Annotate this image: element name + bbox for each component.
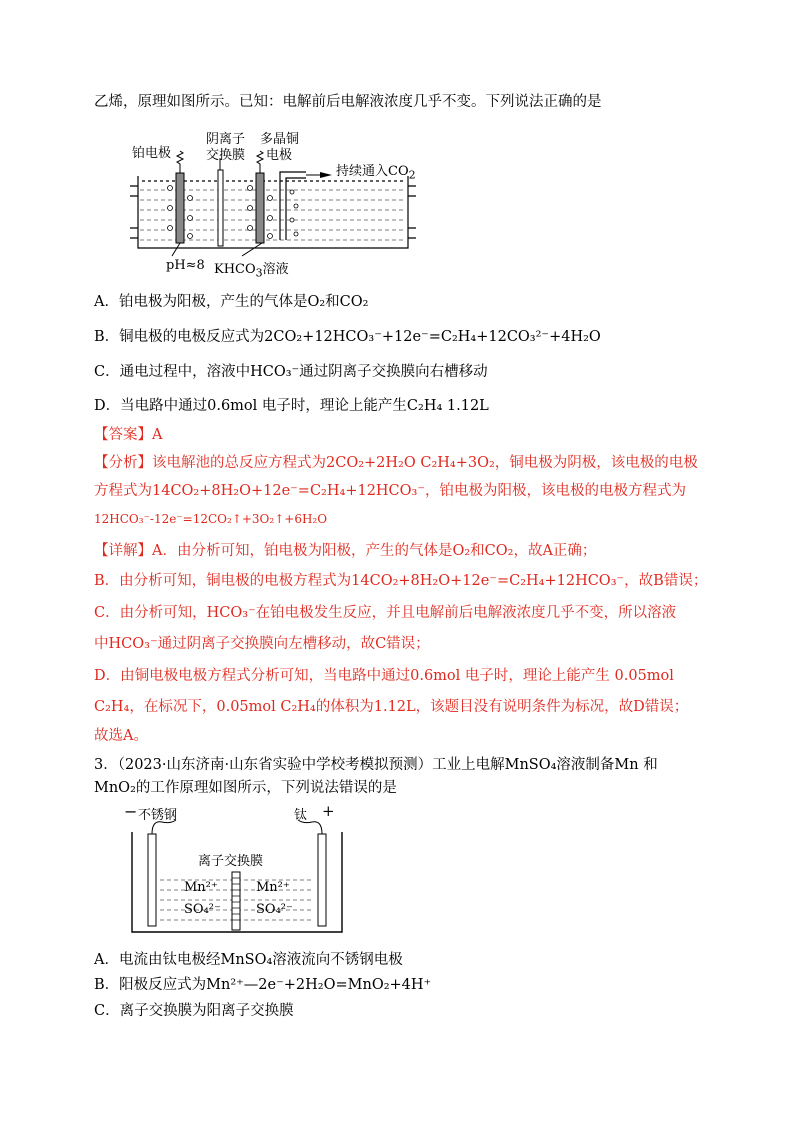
electrolysis-figure-1 — [120, 128, 450, 278]
label-cu-line1: 多晶铜 — [260, 132, 300, 147]
label-co2-inlet: 持续通入$CO_2$ — [336, 164, 416, 182]
analysis-line-2: 方程式为14CO₂+8H₂O+12e⁻=C₂H₄+12HCO₃⁻，铂电极为阳极，该电极的电极方程式为 — [94, 483, 687, 499]
q3-option-c: C．离子交换膜为阳离子交换膜 — [94, 1003, 294, 1019]
ion-so4-left: SO₄²⁻ — [184, 902, 221, 917]
detail-line-2: B．由分析可知，铜电极的电极方程式为14CO₂+8H₂O+12e⁻=C₂H₄+12HCO₃⁻，故B错误； — [94, 573, 708, 589]
label-membrane: 离子交换膜 — [198, 854, 264, 869]
q3-option-a: A．电流由钛电极经MnSO₄溶液流向不锈钢电极 — [94, 952, 403, 968]
ion-so4-right: SO₄²⁻ — [256, 902, 293, 917]
detail-line-1: 【详解】A．由分析可知，铂电极为阳极，产生的气体是O₂和CO₂，故A正确； — [94, 543, 597, 559]
detail-line-5: D．由铜电极电极方程式分析可知，当电路中通过0.6mol 电子时，理论上能产生 0.05mol — [94, 668, 674, 684]
label-pt-electrode: 铂电极 — [132, 146, 172, 161]
label-ph: pH≈8 — [166, 258, 205, 273]
label-steel: 不锈钢 — [138, 808, 178, 823]
detail-line-3: C．由分析可知，HCO₃⁻在铂电极发生反应，并且电解前后电解液浓度几乎不变，所以溶液 — [94, 605, 677, 621]
answer: 【答案】A — [94, 427, 163, 443]
detail-line-7: 故选A。 — [94, 728, 148, 744]
analysis-line-3: 12HCO₃⁻-12e⁻=12CO₂↑+3O₂↑+6H₂O — [94, 512, 328, 526]
ion-mn-right: Mn²⁺ — [256, 880, 290, 895]
q3-stem-line-2: MnO₂的工作原理如图所示，下列说法错误的是 — [94, 780, 397, 796]
label-ti: 钛 — [294, 808, 308, 823]
q2-option-d: D．当电路中通过0.6mol 电子时，理论上能产生C₂H₄ 1.12L — [94, 398, 489, 414]
ion-mn-left: Mn²⁺ — [184, 880, 218, 895]
plus-sign: + — [322, 802, 335, 820]
label-khco3: $KHCO_3$溶液 — [214, 262, 289, 280]
electrolysis-cell-diagram-2 — [122, 802, 352, 942]
detail-line-4: 中HCO₃⁻通过阴离子交换膜向左槽移动，故C错误； — [94, 636, 430, 652]
label-membrane-line1: 阴离子 — [206, 132, 246, 147]
q2-option-b: B．铜电极的电极反应式为2CO₂+12HCO₃⁻+12e⁻=C₂H₄+12CO₃²⁻+4H₂O — [94, 329, 601, 345]
q3-option-b: B．阳极反应式为Mn²⁺—2e⁻+2H₂O=MnO₂+4H⁺ — [94, 977, 432, 993]
analysis-line-1: 【分析】该电解池的总反应方程式为2CO₂+2H₂O C₂H₄+3O₂，铜电极为阴极，该电极的电极 — [94, 455, 698, 471]
q3-stem-line-1: 3．（2023·山东济南·山东省实验中学校考模拟预测）工业上电解MnSO₄溶液制备Mn 和 — [94, 757, 658, 773]
electrolysis-figure-2 — [122, 802, 352, 942]
label-cu-line2: 电极 — [266, 148, 293, 163]
label-membrane-line2: 交换膜 — [206, 148, 246, 163]
q2-option-c: C．通电过程中，溶液中HCO₃⁻通过阴离子交换膜向右槽移动 — [94, 364, 488, 380]
minus-sign: − — [124, 802, 138, 821]
q2-option-a: A．铂电极为阳极，产生的气体是O₂和CO₂ — [94, 294, 369, 310]
detail-line-6: C₂H₄，在标况下，0.05mol C₂H₄的体积为1.12L，该题目没有说明条件为标况，故D错误； — [94, 699, 689, 715]
intro-line: 乙烯，原理如图所示。已知：电解前后电解液浓度几乎不变。下列说法正确的是 — [94, 94, 602, 110]
